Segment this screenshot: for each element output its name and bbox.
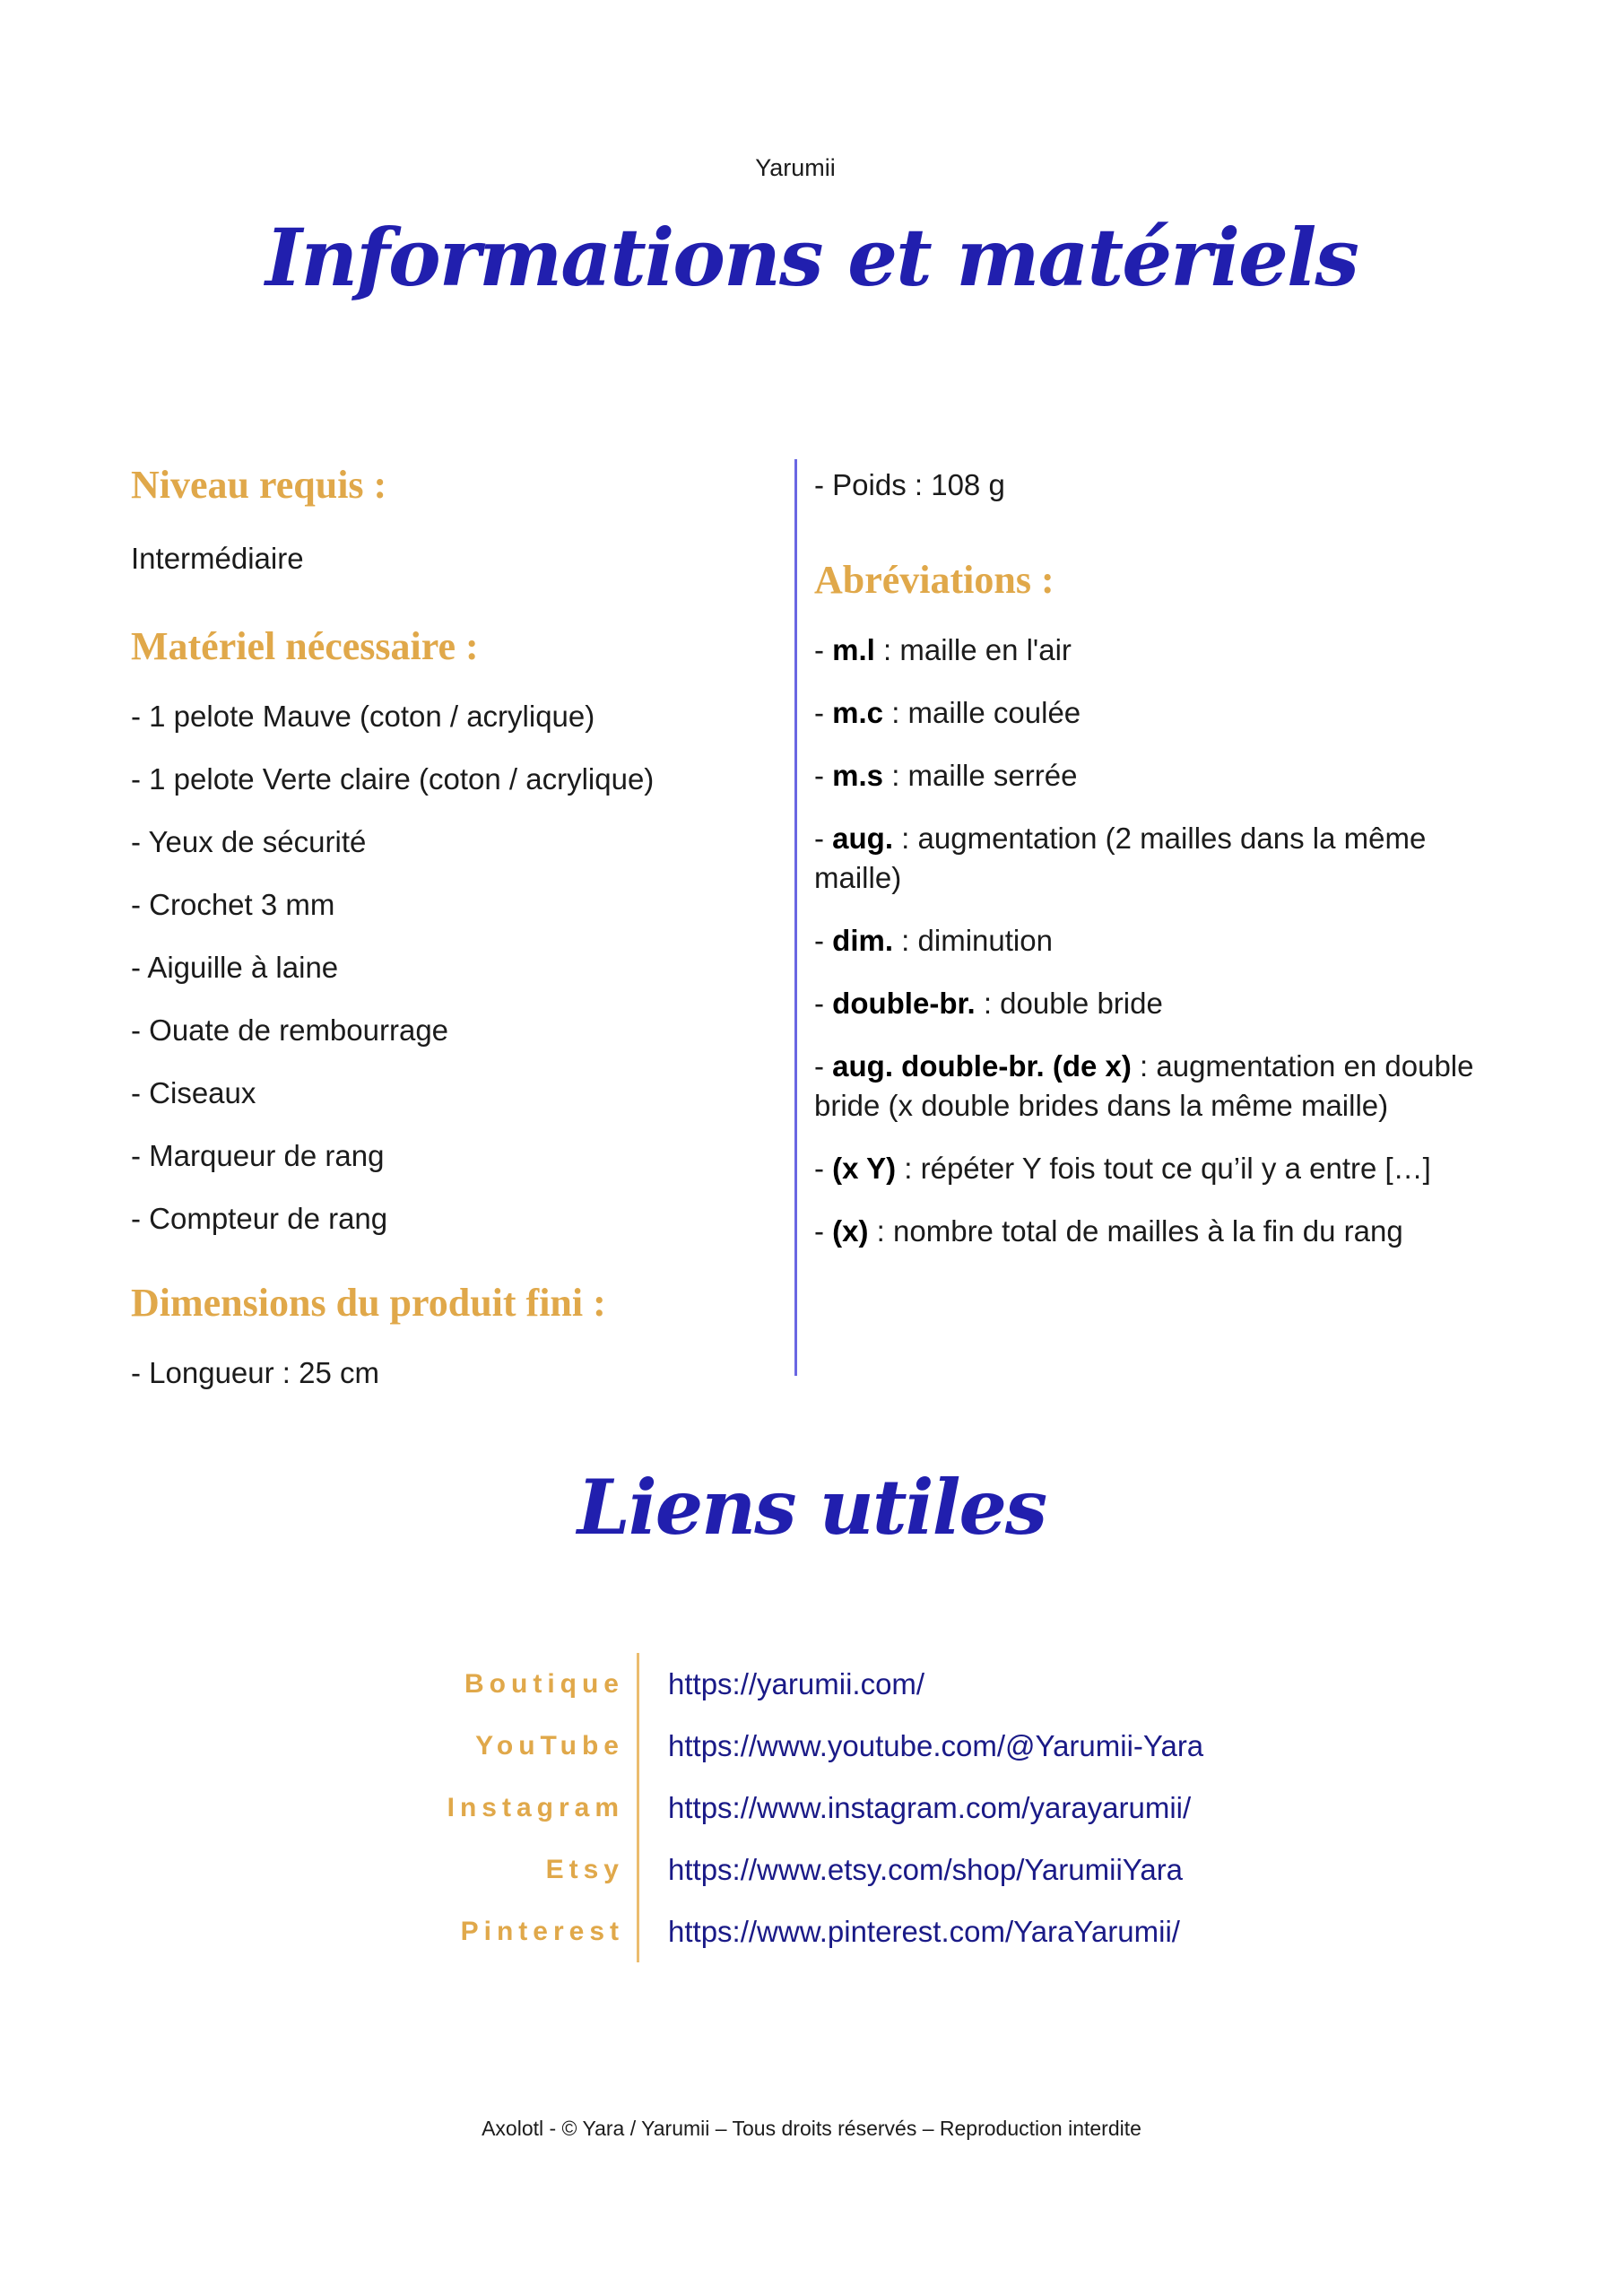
abbreviation-item <box>814 693 1500 733</box>
abbr-prefix: - <box>814 1214 833 1248</box>
abreviations-heading: Abréviations : <box>814 558 1055 602</box>
link-url-etsy[interactable]: https://www.etsy.com/shop/YarumiiYara <box>668 1852 1184 1886</box>
abbr-term: m.c <box>832 696 884 729</box>
niveau-requis-heading: Niveau requis : <box>131 463 387 507</box>
dimensions-heading: Dimensions du produit fini : <box>131 1281 606 1325</box>
link-label-pinterest: Pinterest <box>460 1916 624 1946</box>
abbr-term: aug. <box>832 822 894 855</box>
link-url-cell <box>637 1900 1180 1962</box>
abbr-definition: : nombre total de mailles à la fin du rang <box>868 1214 1403 1248</box>
abbreviation-item <box>814 1212 1500 1251</box>
abbr-term: dim. <box>832 924 894 957</box>
link-row-instagram <box>381 1777 1203 1839</box>
abbreviation-item <box>814 631 1500 670</box>
link-url-cell <box>637 1715 1203 1777</box>
page-header-site-name: Yarumii <box>755 154 836 181</box>
abbr-prefix: - <box>814 924 833 957</box>
link-label-boutique: Boutique <box>464 1668 624 1699</box>
link-label-etsy: Etsy <box>545 1854 624 1884</box>
dimension-value: - Longueur : 25 cm <box>131 1356 379 1389</box>
abbr-term: (x Y) <box>832 1152 897 1185</box>
abbr-prefix: - <box>814 1152 833 1185</box>
link-url-cell <box>637 1653 924 1715</box>
copyright-footer: Axolotl - © Yara / Yarumii – Tous droits réservés – Reproduction interdite <box>482 2117 1141 2140</box>
link-row-pinterest <box>381 1900 1203 1962</box>
abbr-definition: : maille coulée <box>883 696 1081 729</box>
abbr-prefix: - <box>814 987 833 1020</box>
abbr-prefix: - <box>814 759 833 792</box>
material-item: - Crochet 3 mm <box>131 888 335 921</box>
link-url-youtube[interactable]: https://www.youtube.com/@Yarumii-Yara <box>668 1728 1204 1762</box>
link-label-instagram: Instagram <box>447 1792 624 1822</box>
abbreviation-item <box>814 756 1500 796</box>
link-url-cell <box>637 1839 1183 1900</box>
material-item: - Ciseaux <box>131 1076 256 1109</box>
abbr-term: aug. double-br. (de x) <box>832 1049 1132 1083</box>
material-item: - Yeux de sécurité <box>131 825 367 858</box>
abbreviation-item <box>814 984 1500 1023</box>
material-item: - Compteur de rang <box>131 1202 388 1235</box>
abbr-term: (x) <box>832 1214 869 1248</box>
link-url-cell <box>637 1777 1191 1839</box>
page-title: Informations et matériels <box>265 211 1358 304</box>
abbr-definition: : maille en l'air <box>874 633 1072 666</box>
link-url-instagram[interactable]: https://www.instagram.com/yarayarumii/ <box>668 1790 1192 1824</box>
link-row-etsy <box>381 1839 1203 1900</box>
column-divider-line <box>794 459 797 1376</box>
abbr-term: double-br. <box>832 987 976 1020</box>
left-column <box>131 453 781 1393</box>
abbreviation-item <box>814 1047 1500 1126</box>
abbr-definition: : diminution <box>893 924 1053 957</box>
abbr-term: m.s <box>832 759 884 792</box>
link-url-pinterest[interactable]: https://www.pinterest.com/YaraYarumii/ <box>668 1914 1180 1948</box>
links-table <box>381 1653 1203 1962</box>
material-item: - Aiguille à laine <box>131 951 339 984</box>
abbreviation-item <box>814 819 1500 898</box>
material-item: - 1 pelote Verte claire (coton / acrylique) <box>131 762 655 796</box>
abbr-prefix: - <box>814 696 833 729</box>
abbr-prefix: - <box>814 1049 833 1083</box>
liens-utiles-title: Liens utiles <box>577 1463 1046 1552</box>
link-row-youtube <box>381 1715 1203 1777</box>
abbreviation-item <box>814 921 1500 961</box>
abbreviation-item <box>814 1149 1500 1188</box>
materiel-heading: Matériel nécessaire : <box>131 624 479 668</box>
abbr-definition: : augmentation en double bride (x double brides dans la même maille) <box>814 1049 1474 1122</box>
material-item: - Marqueur de rang <box>131 1139 385 1172</box>
abbr-term: m.l <box>832 633 875 666</box>
link-url-boutique[interactable]: https://yarumii.com/ <box>668 1666 925 1700</box>
abbr-definition: : augmentation (2 mailles dans la même maille) <box>814 822 1427 894</box>
abbr-prefix: - <box>814 822 833 855</box>
material-item: - 1 pelote Mauve (coton / acrylique) <box>131 700 595 733</box>
link-row-boutique <box>381 1653 1203 1715</box>
material-item: - Ouate de rembourrage <box>131 1013 449 1047</box>
abbr-prefix: - <box>814 633 833 666</box>
abbr-definition: : double bride <box>975 987 1163 1020</box>
niveau-value: Intermédiaire <box>131 542 304 575</box>
right-column <box>814 453 1500 1251</box>
poids-value: - Poids : 108 g <box>814 468 1005 501</box>
abbr-definition: : maille serrée <box>883 759 1078 792</box>
abbr-definition: : répéter Y fois tout ce qu’il y a entre […] <box>896 1152 1431 1185</box>
link-label-youtube: YouTube <box>475 1730 624 1761</box>
